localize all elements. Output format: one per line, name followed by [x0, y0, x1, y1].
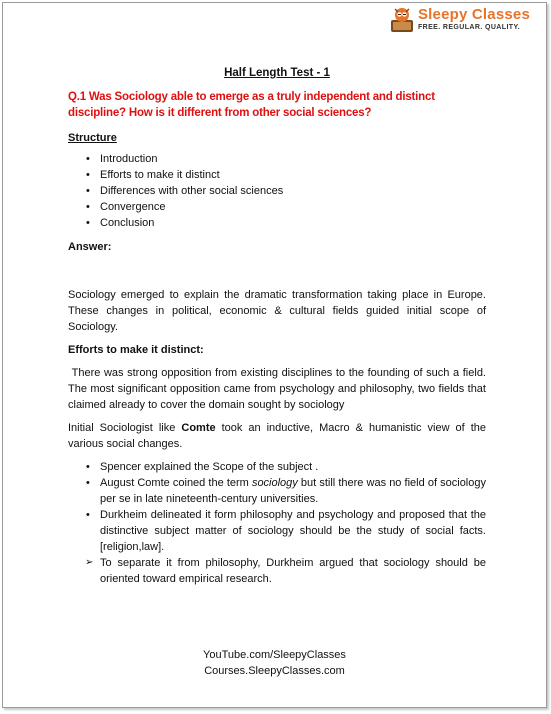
sleepy-owl-logo-icon: [389, 6, 415, 34]
structure-heading: Structure: [68, 132, 117, 144]
list-item: • Durkheim delineated it form philosophy and psychology and proposed that the distinctive subject matter of sociology should be the study of social facts.[religion,law].: [68, 507, 486, 555]
brand-name: Sleepy Classes: [417, 6, 530, 23]
brand-logo: [389, 6, 530, 34]
question-text: Q.1 Was Sociology able to emerge as a truly independent and distinct discipline? How is it different from other social sciences?: [68, 91, 435, 119]
list-item: ➢ To separate it from philosophy, Durkheim argued that sociology should be oriented toward empirical research.: [68, 555, 486, 587]
page-title: Half Length Test - 1: [224, 67, 330, 79]
comte-name: Comte: [181, 422, 216, 434]
brand-tagline: FREE. REGULAR. QUALITY.: [417, 24, 521, 31]
efforts-points-list: [68, 459, 486, 587]
list-item: • Differences with other social sciences: [68, 183, 486, 199]
intro-paragraph: Sociology emerged to explain the dramatic transformation taking place in Europe. These changes in political, economic & cultural fields guided initial scope of Sociology.: [68, 289, 486, 333]
structure-list: [68, 151, 486, 231]
youtube-link: YouTube.com/SleepyClasses: [203, 649, 346, 661]
list-item: • Convergence: [68, 199, 486, 215]
document-content: [68, 65, 490, 587]
comte-paragraph: Initial Sociologist like Comte took an inductive, Macro & humanistic view of the various social changes.: [68, 422, 486, 450]
list-item: • Conclusion: [68, 215, 486, 231]
list-item: • Spencer explained the Scope of the subject .: [68, 459, 486, 475]
sociology-term: sociology: [251, 477, 298, 489]
page-footer: [3, 647, 546, 679]
list-item: • Efforts to make it distinct: [68, 167, 486, 183]
list-item: • Introduction: [68, 151, 486, 167]
list-item: • August Comte coined the term sociology but still there was no field of sociology per se in late nineteenth-century universities.: [68, 475, 486, 507]
efforts-heading: Efforts to make it distinct:: [68, 344, 204, 356]
answer-heading: Answer:: [68, 241, 112, 253]
efforts-paragraph: There was strong opposition from existing disciplines to the founding of such a field. The most significant opposition came from psychology and philosophy, two fields that claimed already to cover the domain sought by sociology: [68, 367, 490, 411]
courses-link: Courses.SleepyClasses.com: [204, 665, 345, 677]
document-page: [2, 2, 547, 708]
